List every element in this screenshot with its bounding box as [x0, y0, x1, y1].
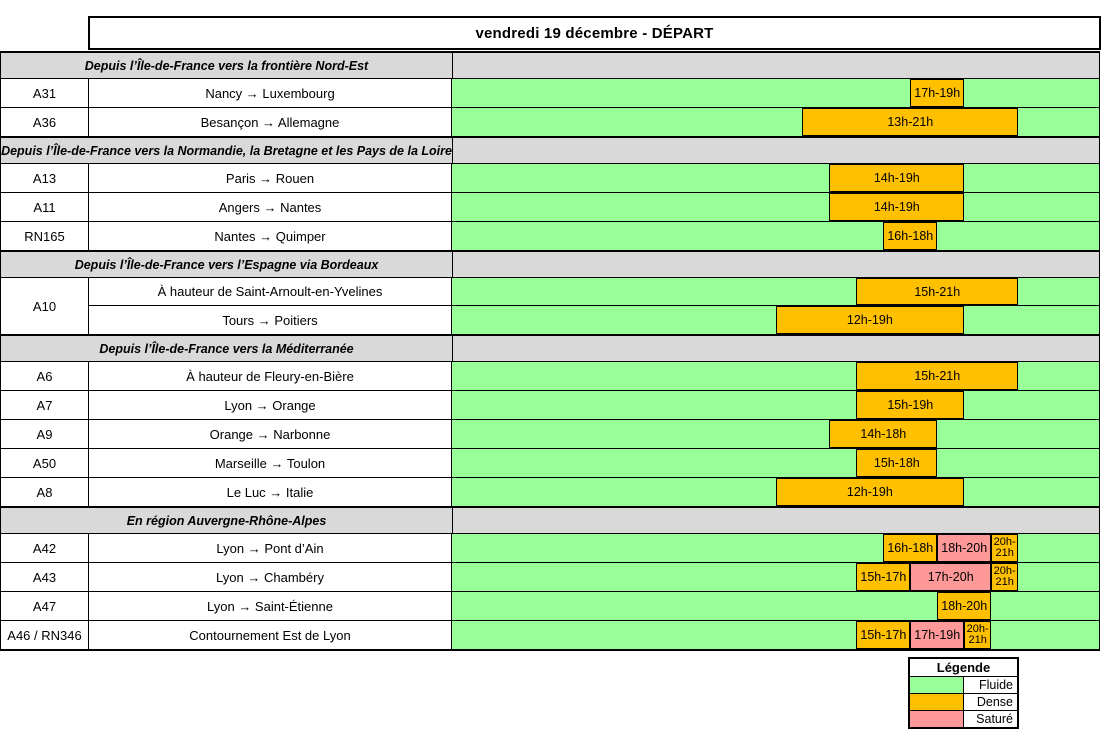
segment-time-label: 17h-19h	[914, 86, 961, 100]
traffic-segment	[856, 278, 1018, 305]
road-row	[89, 278, 1099, 306]
road-row-group	[1, 164, 1099, 193]
road-code-cell: A50	[1, 449, 89, 477]
road-row-group	[1, 563, 1099, 592]
road-row	[89, 420, 1099, 448]
timeline-track	[452, 592, 1099, 620]
route-cell: Lyon → Orange	[89, 391, 452, 419]
road-row-group	[1, 108, 1099, 137]
timeline-track	[452, 563, 1099, 591]
road-code-cell: A6	[1, 362, 89, 390]
route-cell: Orange → Narbonne	[89, 420, 452, 448]
section-header-row	[1, 137, 1099, 164]
timeline-track	[452, 534, 1099, 562]
road-row	[89, 164, 1099, 192]
road-subrows	[89, 108, 1099, 136]
road-row	[89, 592, 1099, 620]
road-code-cell: A43	[1, 563, 89, 591]
route-cell: Lyon → Saint-Étienne	[89, 592, 452, 620]
timeline-track	[452, 164, 1099, 192]
road-row	[89, 563, 1099, 591]
legend-swatch-sature	[910, 711, 964, 727]
route-cell: Tours → Poitiers	[89, 306, 452, 334]
segment-time-label: 13h-21h	[887, 115, 934, 129]
section-header-row	[1, 251, 1099, 278]
route-cell: Lyon → Pont d’Ain	[89, 534, 452, 562]
road-row	[89, 362, 1099, 390]
segment-time-label: 18h-20h	[941, 599, 988, 613]
section-header-timeline	[453, 336, 1099, 361]
traffic-segment	[937, 534, 991, 562]
road-code-cell: A42	[1, 534, 89, 562]
traffic-segment	[856, 563, 910, 591]
traffic-segment	[883, 534, 937, 562]
road-row-group	[1, 193, 1099, 222]
road-code-cell: A11	[1, 193, 89, 221]
road-code-cell: A9	[1, 420, 89, 448]
segment-time-label: 18h-20h	[941, 541, 988, 555]
road-row	[89, 391, 1099, 419]
road-row-group	[1, 420, 1099, 449]
segment-time-label: 16h-18h	[887, 229, 934, 243]
traffic-segment	[829, 193, 964, 221]
road-row-group	[1, 79, 1099, 108]
forecast-table	[0, 51, 1100, 651]
road-row	[89, 108, 1099, 136]
timeline-track	[452, 420, 1099, 448]
segment-time-label: 15h-19h	[887, 398, 934, 412]
road-row-group	[1, 362, 1099, 391]
section-header-label: En région Auvergne-Rhône-Alpes	[1, 508, 453, 533]
road-row	[89, 222, 1099, 250]
section-header-label: Depuis l’Île-de-France vers la frontière Nord-Est	[1, 53, 453, 78]
traffic-segment	[964, 621, 991, 649]
timeline-track	[452, 621, 1099, 649]
road-subrows	[89, 164, 1099, 192]
road-code-cell: A13	[1, 164, 89, 192]
road-subrows	[89, 534, 1099, 562]
road-subrows	[89, 278, 1099, 334]
segment-time-label: 14h-18h	[860, 427, 907, 441]
segment-time-label: 17h-20h	[927, 570, 974, 584]
road-code-cell: A46 / RN346	[1, 621, 89, 649]
road-row-group	[1, 449, 1099, 478]
traffic-segment	[856, 449, 937, 477]
route-cell: Contournement Est de Lyon	[89, 621, 452, 649]
road-row	[89, 79, 1099, 107]
traffic-segment	[883, 222, 937, 250]
route-cell: Paris → Rouen	[89, 164, 452, 192]
timeline-track	[452, 79, 1099, 107]
timeline-track	[452, 193, 1099, 221]
legend	[908, 657, 1019, 729]
traffic-segment	[991, 534, 1018, 562]
road-subrows	[89, 478, 1099, 506]
traffic-segment	[991, 563, 1018, 591]
road-row	[89, 621, 1099, 649]
segment-time-label: 20h-21h	[966, 623, 989, 646]
route-cell: Marseille → Toulon	[89, 449, 452, 477]
timeline-track	[452, 391, 1099, 419]
legend-item-label: Fluide	[978, 678, 1013, 692]
legend-item	[910, 693, 1017, 710]
traffic-segment	[910, 563, 991, 591]
segment-time-label: 17h-19h	[914, 628, 961, 642]
segment-time-label: 15h-17h	[860, 570, 907, 584]
segment-time-label: 14h-19h	[873, 171, 920, 185]
legend-items	[910, 676, 1017, 727]
road-row	[89, 193, 1099, 221]
traffic-segment	[829, 420, 937, 448]
road-code-cell: A47	[1, 592, 89, 620]
route-cell: Le Luc → Italie	[89, 478, 452, 506]
section-header-label: Depuis l’Île-de-France vers la Normandie, la Bretagne et les Pays de la Loire	[1, 138, 453, 163]
road-code-cell: RN165	[1, 222, 89, 250]
road-code-cell: A10	[1, 278, 89, 334]
segment-time-label: 15h-17h	[860, 628, 907, 642]
segment-time-label: 20h-21h	[993, 536, 1016, 559]
road-row	[89, 449, 1099, 477]
road-code-cell: A31	[1, 79, 89, 107]
timeline-track	[452, 306, 1099, 334]
road-code-cell: A8	[1, 478, 89, 506]
route-cell: Angers → Nantes	[89, 193, 452, 221]
segment-time-label: 14h-19h	[873, 200, 920, 214]
road-row-group	[1, 222, 1099, 251]
section-header-label: Depuis l’Île-de-France vers l’Espagne via Bordeaux	[1, 252, 453, 277]
road-row-group	[1, 592, 1099, 621]
section-header-timeline	[453, 252, 1099, 277]
segment-time-label: 15h-21h	[914, 284, 961, 299]
traffic-segment	[937, 592, 991, 620]
road-subrows	[89, 449, 1099, 477]
route-cell: Nantes → Quimper	[89, 222, 452, 250]
traffic-segment	[856, 362, 1018, 390]
segment-time-label: 15h-21h	[914, 369, 961, 383]
legend-title: Légende	[936, 660, 991, 675]
segment-time-label: 16h-18h	[887, 541, 934, 555]
section-header-timeline	[453, 508, 1099, 533]
section-header-timeline	[453, 53, 1099, 78]
route-cell: Nancy → Luxembourg	[89, 79, 452, 107]
traffic-segment	[856, 621, 910, 649]
road-code-cell: A7	[1, 391, 89, 419]
timeline-track	[452, 478, 1099, 506]
road-subrows	[89, 391, 1099, 419]
road-row	[89, 478, 1099, 506]
traffic-segment	[776, 478, 965, 506]
legend-swatch-fluide	[910, 677, 964, 693]
route-cell: À hauteur de Saint-Arnoult-en-Yvelines	[89, 278, 452, 305]
timeline-track	[452, 108, 1099, 136]
segment-time-label: 12h-19h	[846, 485, 893, 499]
road-subrows	[89, 621, 1099, 649]
timeline-track	[452, 362, 1099, 390]
road-subrows	[89, 193, 1099, 221]
traffic-segment	[910, 621, 964, 649]
segment-time-label: 12h-19h	[846, 313, 893, 327]
page-title: vendredi 19 décembre - DÉPART	[88, 16, 1101, 50]
traffic-segment	[802, 108, 1018, 136]
road-row-group	[1, 391, 1099, 420]
timeline-track	[452, 449, 1099, 477]
legend-swatch-dense	[910, 694, 964, 710]
traffic-segment	[829, 164, 964, 192]
road-subrows	[89, 592, 1099, 620]
segment-time-label: 15h-18h	[873, 456, 920, 470]
legend-item	[910, 676, 1017, 693]
route-cell: Lyon → Chambéry	[89, 563, 452, 591]
road-subrows	[89, 420, 1099, 448]
road-row-group	[1, 621, 1099, 650]
traffic-segment	[856, 391, 964, 419]
timeline-track	[452, 222, 1099, 250]
segment-time-label: 20h-21h	[993, 565, 1016, 588]
road-row-group	[1, 278, 1099, 335]
legend-item	[910, 710, 1017, 727]
road-row-group	[1, 534, 1099, 563]
road-row-group	[1, 478, 1099, 507]
road-subrows	[89, 362, 1099, 390]
section-header-timeline	[453, 138, 1099, 163]
traffic-segment	[776, 306, 965, 334]
legend-item-label: Dense	[976, 695, 1013, 709]
road-subrows	[89, 563, 1099, 591]
legend-item-label: Saturé	[976, 712, 1013, 726]
road-row	[89, 306, 1099, 334]
section-header-row	[1, 52, 1099, 79]
section-header-row	[1, 335, 1099, 362]
route-cell: Besançon → Allemagne	[89, 108, 452, 136]
route-cell: À hauteur de Fleury-en-Bière	[89, 362, 452, 390]
road-row	[89, 534, 1099, 562]
road-subrows	[89, 79, 1099, 107]
traffic-segment	[910, 79, 964, 107]
road-code-cell: A36	[1, 108, 89, 136]
section-header-label: Depuis l’Île-de-France vers la Méditerranée	[1, 336, 453, 361]
road-subrows	[89, 222, 1099, 250]
timeline-track	[452, 278, 1099, 305]
section-header-row	[1, 507, 1099, 534]
